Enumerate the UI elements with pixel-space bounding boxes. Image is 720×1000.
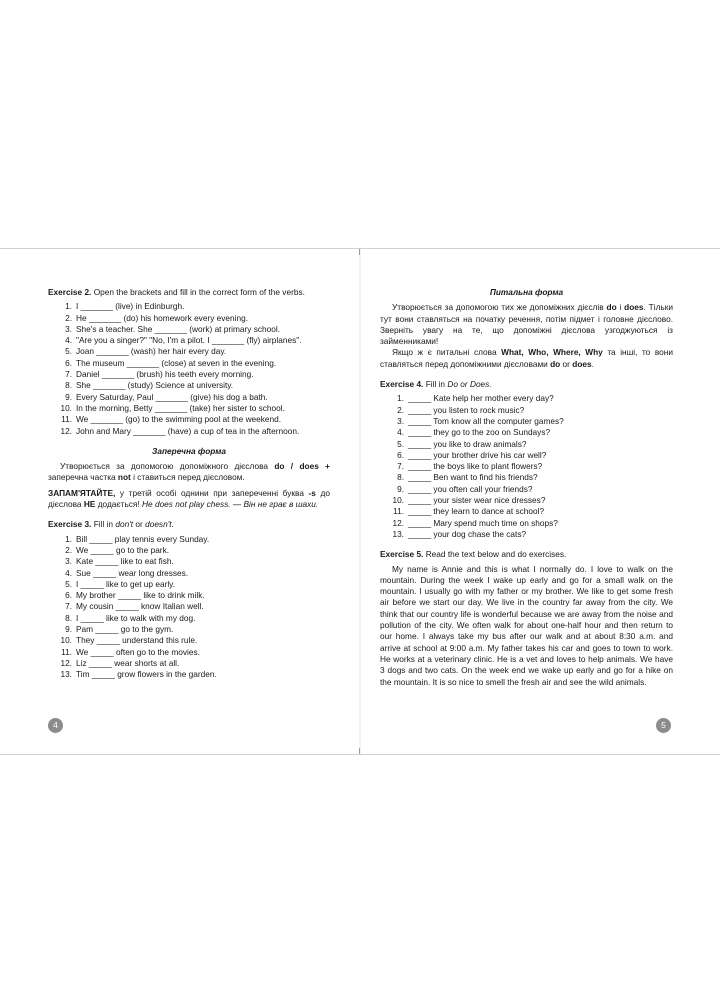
- item-text: Sue _____ wear long dresses.: [76, 567, 189, 578]
- item-text: John and Mary _______ (have) a cup of tea in the afternoon.: [76, 425, 300, 436]
- interrogative-form-title: Питальна форма: [489, 287, 564, 297]
- list-item: [48, 556, 330, 567]
- rule-bold: not: [117, 472, 131, 483]
- note-bold: НЕ: [83, 499, 96, 510]
- gutter-tick-bottom: [359, 748, 360, 754]
- rule-bold: do: [606, 302, 617, 313]
- item-number: 6.: [65, 590, 72, 601]
- list-item: [48, 534, 330, 545]
- rule-text: та інші, то вони ставляться перед допоміжними дієсловами: [380, 347, 673, 369]
- instruction-text: or: [133, 519, 146, 530]
- item-text: She's a teacher. She _______ (work) at primary school.: [76, 323, 281, 334]
- item-number: 2.: [65, 312, 72, 323]
- note-text: до дієслова: [48, 487, 330, 510]
- item-text: _____ your brother drive his car well?: [408, 449, 547, 460]
- exercise2-list: [48, 301, 330, 437]
- exercise5-instruction: Read the text below and do exercises.: [425, 549, 567, 560]
- rule-text: Утворюється за допомогою тих же допоміжних дієслів: [392, 302, 607, 313]
- item-text: She _______ (study) Science at university.: [76, 380, 234, 391]
- left-page: [48, 287, 330, 681]
- rule-text: і: [616, 302, 625, 313]
- item-number: 3.: [65, 556, 72, 567]
- rule-text: і ставиться перед дієсловом.: [130, 472, 245, 483]
- item-text: Every Saturday, Paul _______ (give) his dog a bath.: [76, 391, 268, 402]
- item-text: _____ your sister wear nice dresses?: [408, 495, 546, 506]
- exercise4-heading: [380, 379, 673, 390]
- item-text: "Are you a singer?" "No, I'm a pilot. I _______ (fly) airplanes".: [76, 335, 302, 346]
- gutter-tick-top: [359, 249, 360, 255]
- exercise3-heading: [48, 519, 330, 530]
- item-number: 8.: [65, 380, 72, 391]
- item-number: 13.: [392, 528, 404, 539]
- item-number: 10.: [392, 495, 404, 506]
- item-text: They _____ understand this rule.: [76, 635, 198, 646]
- item-number: 9.: [65, 624, 72, 635]
- exercise4-list: [380, 393, 673, 540]
- item-text: I _____ like to get up early.: [76, 578, 176, 589]
- instruction-italic: Do or Does.: [447, 379, 492, 390]
- list-item: [380, 518, 673, 529]
- item-text: _____ they go to the zoo on Sundays?: [408, 427, 551, 438]
- list-item: [380, 450, 673, 461]
- exercise2-heading: [48, 287, 330, 298]
- item-number: 7.: [65, 601, 72, 612]
- list-item: [48, 301, 330, 312]
- item-number: 12.: [392, 517, 404, 528]
- item-number: 1.: [65, 301, 72, 312]
- interrogative-rule-1: [380, 302, 673, 347]
- item-number: 2.: [65, 544, 72, 555]
- exercise4-label: Exercise 4.: [380, 379, 424, 390]
- list-item: [48, 658, 330, 669]
- list-item: [48, 335, 330, 346]
- exercise5-heading: [380, 549, 673, 560]
- item-text: Bill _____ play tennis every Sunday.: [76, 533, 210, 544]
- list-item: [48, 601, 330, 612]
- item-number: 3.: [397, 415, 404, 426]
- item-number: 12.: [60, 425, 72, 436]
- instruction-text: Fill in: [93, 519, 116, 530]
- instruction-text: Fill in: [425, 379, 448, 390]
- exercise2-instruction: Open the brackets and fill in the correct form of the verbs.: [93, 287, 305, 297]
- list-item: [48, 426, 330, 437]
- item-number: 8.: [65, 612, 72, 623]
- item-number: 3.: [65, 323, 72, 334]
- item-number: 7.: [65, 369, 72, 380]
- item-text: Daniel _______ (brush) his teeth every morning.: [76, 369, 254, 380]
- list-item: [48, 324, 330, 335]
- list-item: [48, 403, 330, 414]
- rule-bold: What, Who, Where, Why: [501, 347, 603, 358]
- list-item: [48, 669, 330, 680]
- list-item: [380, 506, 673, 517]
- book-spread: [0, 248, 720, 755]
- list-item: [380, 393, 673, 404]
- exercise2-label: Exercise 2.: [48, 287, 92, 297]
- list-item: [48, 624, 330, 635]
- item-number: 12.: [60, 657, 72, 668]
- item-number: 2.: [397, 404, 404, 415]
- item-text: _____ Kate help her mother every day?: [408, 393, 554, 404]
- item-number: 8.: [397, 472, 404, 483]
- list-item: [380, 484, 673, 495]
- list-item: [48, 369, 330, 380]
- page-number-right: 5: [656, 718, 671, 733]
- note-text: додається!: [95, 499, 143, 510]
- item-text: Tim _____ grow flowers in the garden.: [76, 669, 217, 680]
- list-item: [48, 358, 330, 369]
- item-number: 11.: [61, 414, 72, 425]
- list-item: [380, 461, 673, 472]
- item-number: 5.: [65, 346, 72, 357]
- item-text: My brother _____ like to drink milk.: [76, 590, 205, 601]
- item-text: _____ Ben want to find his friends?: [408, 472, 538, 483]
- item-number: 5.: [65, 578, 72, 589]
- item-number: 1.: [397, 393, 404, 404]
- item-text: We _____ often go to the movies.: [76, 646, 200, 657]
- right-page: [380, 287, 673, 688]
- item-text: Joan _______ (wash) her hair every day.: [76, 346, 227, 357]
- item-number: 11.: [393, 506, 404, 517]
- remember-note: [48, 488, 330, 511]
- note-bold: -s: [308, 487, 316, 498]
- instruction-italic: doesn't.: [145, 519, 174, 530]
- rule-bold: does: [572, 358, 592, 369]
- rule-bold: do: [550, 358, 561, 369]
- item-number: 4.: [65, 567, 72, 578]
- item-text: I _______ (live) in Edinburgh.: [76, 301, 185, 312]
- item-number: 4.: [397, 427, 404, 438]
- item-number: 9.: [65, 391, 72, 402]
- note-text: у третій особі однини при запереченні буква: [115, 487, 309, 498]
- rule-bold: does: [624, 302, 644, 313]
- item-number: 7.: [397, 461, 404, 472]
- item-number: 6.: [65, 357, 72, 368]
- negative-rule: [48, 461, 330, 484]
- item-number: 5.: [397, 438, 404, 449]
- list-item: [48, 647, 330, 658]
- page-number-left: 4: [48, 718, 63, 733]
- item-text: We _______ (go) to the swimming pool at the weekend.: [76, 414, 282, 425]
- list-item: [380, 529, 673, 540]
- item-text: I _____ like to walk with my dog.: [76, 612, 196, 623]
- item-number: 9.: [397, 483, 404, 494]
- list-item: [380, 405, 673, 416]
- item-text: _____ they learn to dance at school?: [408, 506, 545, 517]
- note-example: He does not play chess. — Він не грає в шахи.: [142, 499, 319, 510]
- list-item: [48, 346, 330, 357]
- list-item: [380, 416, 673, 427]
- reading-passage: My name is Annie and this is what I normally do. I love to walk on the mountain. During the week I wake up early and go for a small walk on the mountain. I usually go with my father or my brother. We like to get some fresh air before we start our day. We live in the country far away from the city. We think that our country life is wonderful because we are away from the noise and pollution of the city. We often walk for about one-half hour and then return to our home. I always take my bus after our walk and at about 8:30 a.m. and arrive at school at 9:00 a.m. My father takes his car and goes to town to work. He works at a veterinary clinic. He is a vet and loves to help animals. We have 3 dogs and two cats. On the week end we wake up early and go for a hike on the mountain. It is so nice to smell the fresh air and see the wild animals.: [380, 563, 673, 687]
- gutter: [359, 249, 361, 754]
- list-item: [48, 635, 330, 646]
- item-text: _____ the boys like to plant flowers?: [408, 461, 543, 472]
- item-text: My cousin _____ know Italian well.: [76, 601, 204, 612]
- item-number: 10.: [60, 402, 72, 413]
- rule-bold: do / does +: [274, 461, 330, 472]
- list-item: [48, 579, 330, 590]
- rule-text: . Тільки тут вони ставляться на початку речення, потім підмет і головне дієслово. Зверніть увагу на те, що допоміжні дієслова узгоджуються із займенниками!: [380, 302, 673, 347]
- list-item: [380, 472, 673, 483]
- negative-form-title: Заперечна форма: [152, 445, 226, 456]
- item-number: 6.: [397, 449, 404, 460]
- item-number: 11.: [61, 646, 72, 657]
- list-item: [48, 414, 330, 425]
- rule-text: заперечна частка: [48, 472, 118, 483]
- item-text: _____ you listen to rock music?: [408, 404, 525, 415]
- item-text: In the morning, Betty _______ (take) her sister to school.: [76, 402, 285, 413]
- rule-text: Утворюється за допомогою допоміжного дієслова: [60, 461, 275, 472]
- item-text: _____ your dog chase the cats?: [408, 528, 527, 539]
- list-item: [48, 613, 330, 624]
- item-text: We _____ go to the park.: [76, 544, 170, 555]
- rule-text: or: [560, 358, 573, 369]
- exercise3-label: Exercise 3.: [48, 519, 92, 530]
- list-item: [380, 439, 673, 450]
- item-number: 10.: [60, 635, 72, 646]
- item-text: _____ Tom know all the computer games?: [408, 415, 564, 426]
- item-text: Kate _____ like to eat fish.: [76, 556, 174, 567]
- list-item: [48, 392, 330, 403]
- item-text: Liz _____ wear shorts at all.: [76, 657, 180, 668]
- item-number: 1.: [65, 533, 72, 544]
- exercise5-label: Exercise 5.: [380, 549, 424, 560]
- list-item: [380, 495, 673, 506]
- list-item: [48, 313, 330, 324]
- remember-label: ЗАПАМ'ЯТАЙТЕ,: [48, 487, 116, 498]
- item-text: Pam _____ go to the gym.: [76, 624, 174, 635]
- exercise3-list: [48, 534, 330, 681]
- item-text: _____ you like to draw animals?: [408, 438, 527, 449]
- item-text: _____ you often call your friends?: [408, 483, 533, 494]
- interrogative-rule-2: [380, 347, 673, 370]
- item-text: _____ Mary spend much time on shops?: [408, 517, 558, 528]
- list-item: [48, 590, 330, 601]
- rule-text: .: [591, 358, 594, 369]
- instruction-italic: don't: [115, 519, 134, 530]
- item-text: The museum _______ (close) at seven in the evening.: [76, 357, 277, 368]
- list-item: [48, 545, 330, 556]
- list-item: [380, 427, 673, 438]
- list-item: [48, 568, 330, 579]
- item-number: 4.: [65, 335, 72, 346]
- list-item: [48, 380, 330, 391]
- item-number: 13.: [60, 669, 72, 680]
- rule-text: Якщо ж є питальні слова: [392, 347, 502, 358]
- item-text: He _______ (do) his homework every evening.: [76, 312, 249, 323]
